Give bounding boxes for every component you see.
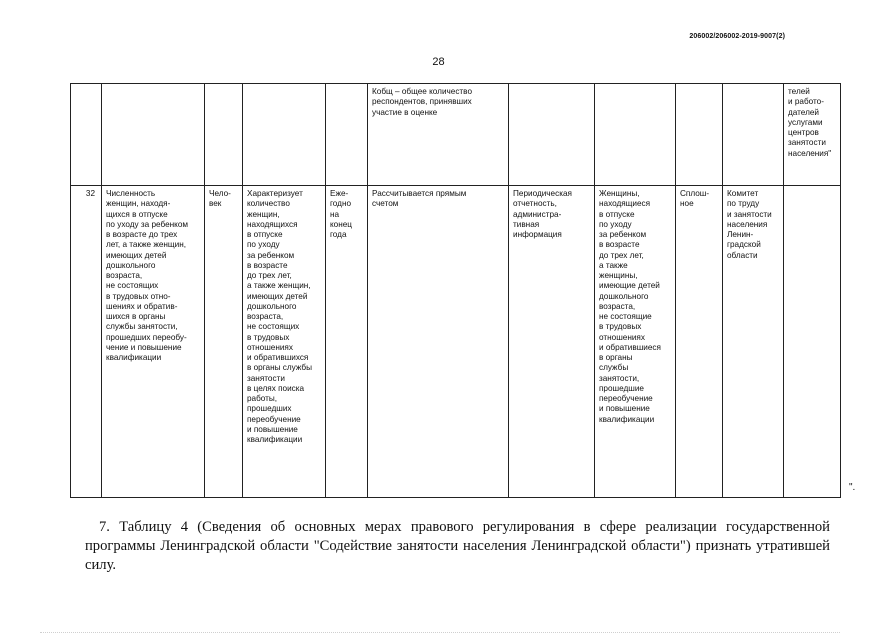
cell-name: Численность женщин, находя- щихся в отпуске по уходу за ребенком в возрасте до трех лет, а также женщин, имеющих детей дошкольного возраста, не состоящих в трудовых отно- шениях и обратив- шихся в органы службы занятости, прошедших переобу- чение и повышение квалификации [102,186,205,498]
table-row [71,84,841,186]
cell-calculation: Кобщ – общее количество респондентов, принявших участие в оценке [368,84,509,186]
cell-name [102,84,205,186]
document-number: 206002/206002-2019-9007(2) [689,33,785,40]
cell-num: 32 [71,186,102,498]
cell-object: Женщины, находящиеся в отпуске по уходу за ребенком в возрасте до трех лет, а также женщины, имеющие детей дошкольного возраста, не состоящие в трудовых отношениях и обратившиеся в органы службы занятости, прошедшие переобучение и повышение квалификации [595,186,676,498]
table-row [71,186,841,498]
cell-unit: Чело- век [205,186,243,498]
scan-noise-line [40,632,840,633]
cell-last: телей и работо- дателей услугами центров занятости населения" [784,84,841,186]
cell-responsible [723,84,784,186]
indicators-table [70,83,841,498]
cell-description [243,84,326,186]
cell-responsible: Комитет по труду и занятости населения Ленин- градской области [723,186,784,498]
cell-source: Периодическая отчетность, администра- тивная информация [509,186,595,498]
cell-unit [205,84,243,186]
cell-calculation: Рассчитывается прямым счетом [368,186,509,498]
cell-periodicity: Еже- годно на конец года [326,186,368,498]
cell-num [71,84,102,186]
closing-quote: ". [849,482,856,493]
cell-method [676,84,723,186]
paragraph-7: 7. Таблицу 4 (Сведения об основных мерах правового регулирования в сфере реализации государственной программы Ленинградской области "Содействие занятости населения Ленинградской области") признать утратившей силу. [85,519,830,573]
page-number: 28 [432,56,445,68]
cell-object [595,84,676,186]
cell-last [784,186,841,498]
cell-description: Характеризует количество женщин, находящихся в отпуске по уходу за ребенком в возрасте до трех лет, а также женщин, имеющих детей дошкольного возраста, не состоящих в трудовых отношениях и обратившихся в органы службы занятости в целях поиска работы, прошедших переобучение и повышение квалификации [243,186,326,498]
cell-source [509,84,595,186]
cell-method: Сплош- ное [676,186,723,498]
cell-periodicity [326,84,368,186]
